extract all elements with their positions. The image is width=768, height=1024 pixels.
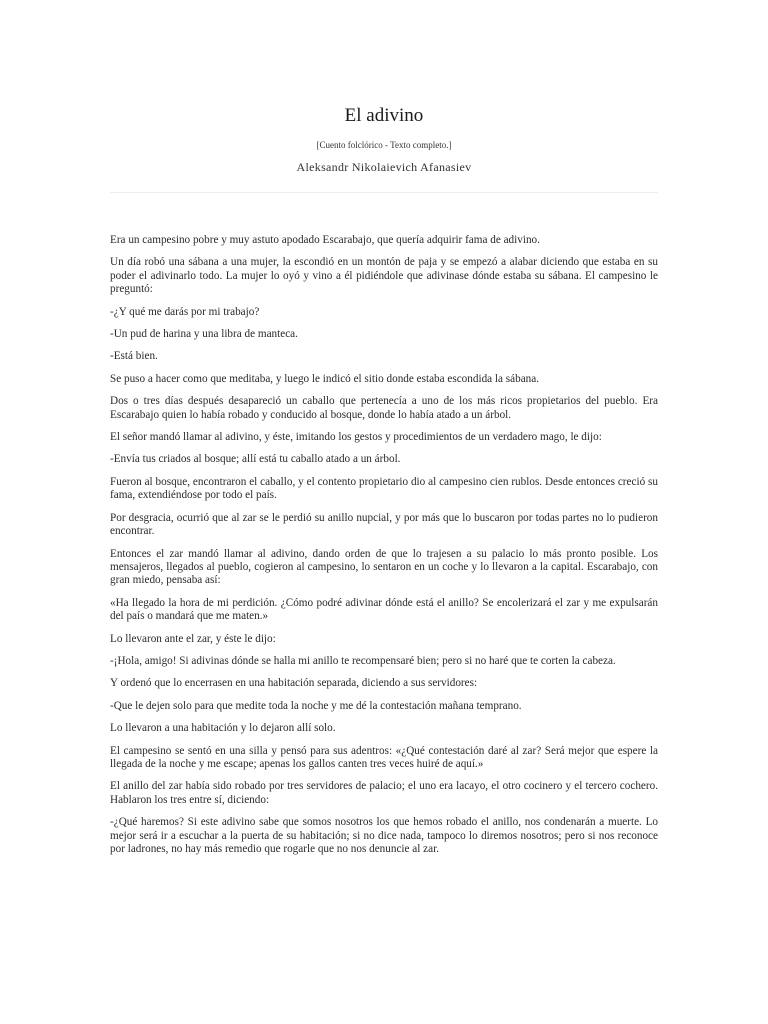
paragraph: -Un pud de harina y una libra de manteca.	[110, 328, 298, 341]
document-body	[110, 234, 658, 865]
paragraph: -Envía tus criados al bosque; allí está tu caballo atado a un árbol.	[110, 453, 401, 466]
paragraph: Lo llevaron ante el zar, y éste le dijo:	[110, 632, 276, 645]
document-header	[0, 104, 768, 175]
document-subtitle: [Cuento folclórico - Texto completo.]	[316, 140, 452, 150]
paragraph: -Que le dejen solo para que medite toda la noche y me dé la contestación mañana temprano.	[110, 699, 522, 712]
paragraph: Dos o tres días después desapareció un caballo que pertenecía a uno de los más ricos propietarios del pueblo. Era Escarabajo quien lo había robado y conducido al bosque, donde lo había atado a un árbol.	[110, 395, 658, 421]
paragraph: El señor mandó llamar al adivino, y éste, imitando los gestos y procedimientos de un verdadero mago, le dijo:	[110, 431, 602, 444]
paragraph: Entonces el zar mandó llamar al adivino, dando orden de que lo trajesen a su palacio lo más pronto posible. Los mensajeros, llegados al pueblo, cogieron al campesino, lo sentaron en un coche y lo llevaron a la capital. Escarabajo, con gran miedo, pensaba así:	[110, 547, 658, 587]
paragraph: Lo llevaron a una habitación y lo dejaron allí solo.	[110, 722, 336, 735]
paragraph: El anillo del zar había sido robado por tres servidores de palacio; el uno era lacayo, el otro cocinero y el tercero cochero. Hablaron los tres entre sí, diciendo:	[110, 780, 658, 806]
paragraph: -Está bien.	[110, 350, 158, 363]
paragraph: -¿Y qué me darás por mi trabajo?	[110, 305, 260, 318]
paragraph: Y ordenó que lo encerrasen en una habitación separada, diciendo a sus servidores:	[110, 677, 478, 690]
document-title: El adivino	[344, 105, 424, 126]
header-divider	[110, 192, 658, 193]
paragraph: Fueron al bosque, encontraron el caballo, y el contento propietario dio al campesino cien rublos. Desde entonces creció su fama, extendiéndose por todo el país.	[110, 475, 658, 502]
paragraph: -¡Hola, amigo! Si adivinas dónde se halla mi anillo te recompensaré bien; pero si no haré que te corten la cabeza.	[110, 654, 616, 667]
paragraph: -¿Qué haremos? Si este adivino sabe que somos nosotros los que hemos robado el anillo, nos condenarán a muerte. Lo mejor será ir a escuchar a la puerta de su habitación; si no dice nada, tampoco lo diremos nosotros; pero si nos reconoce por ladrones, no hay más remedio que rogarle que no nos denuncie al zar.	[110, 816, 658, 855]
paragraph: Se puso a hacer como que meditaba, y luego le indicó el sitio donde estaba escondida la sábana.	[110, 372, 540, 385]
paragraph: El campesino se sentó en una silla y pensó para sus adentros: «¿Qué contestación daré al zar? Será mejor que espere la llegada de la noche y me escape; apenas los gallos canten tres veces huiré de aquí.»	[110, 744, 658, 770]
paragraph: Era un campesino pobre y muy astuto apodado Escarabajo, que quería adquirir fama de adivino.	[110, 234, 540, 246]
paragraph: Por desgracia, ocurrió que al zar se le perdió su anillo nupcial, y por más que lo buscaron por todas partes no lo pudieron encontrar.	[110, 511, 658, 538]
document-author: Aleksandr Nikolaievich Afanasiev	[296, 160, 472, 174]
paragraph: «Ha llegado la hora de mi perdición. ¿Cómo podré adivinar dónde está el anillo? Se encolerizará el zar y me expulsarán del país o mandará que me maten.»	[110, 596, 658, 623]
paragraph: Un día robó una sábana a una mujer, la escondió en un montón de paja y se empezó a alabar diciendo que estaba en su poder el adivinarlo todo. La mujer lo oyó y vino a él pidiéndole que adivinase dónde estaba su sábana. El campesino le preguntó:	[110, 256, 658, 296]
